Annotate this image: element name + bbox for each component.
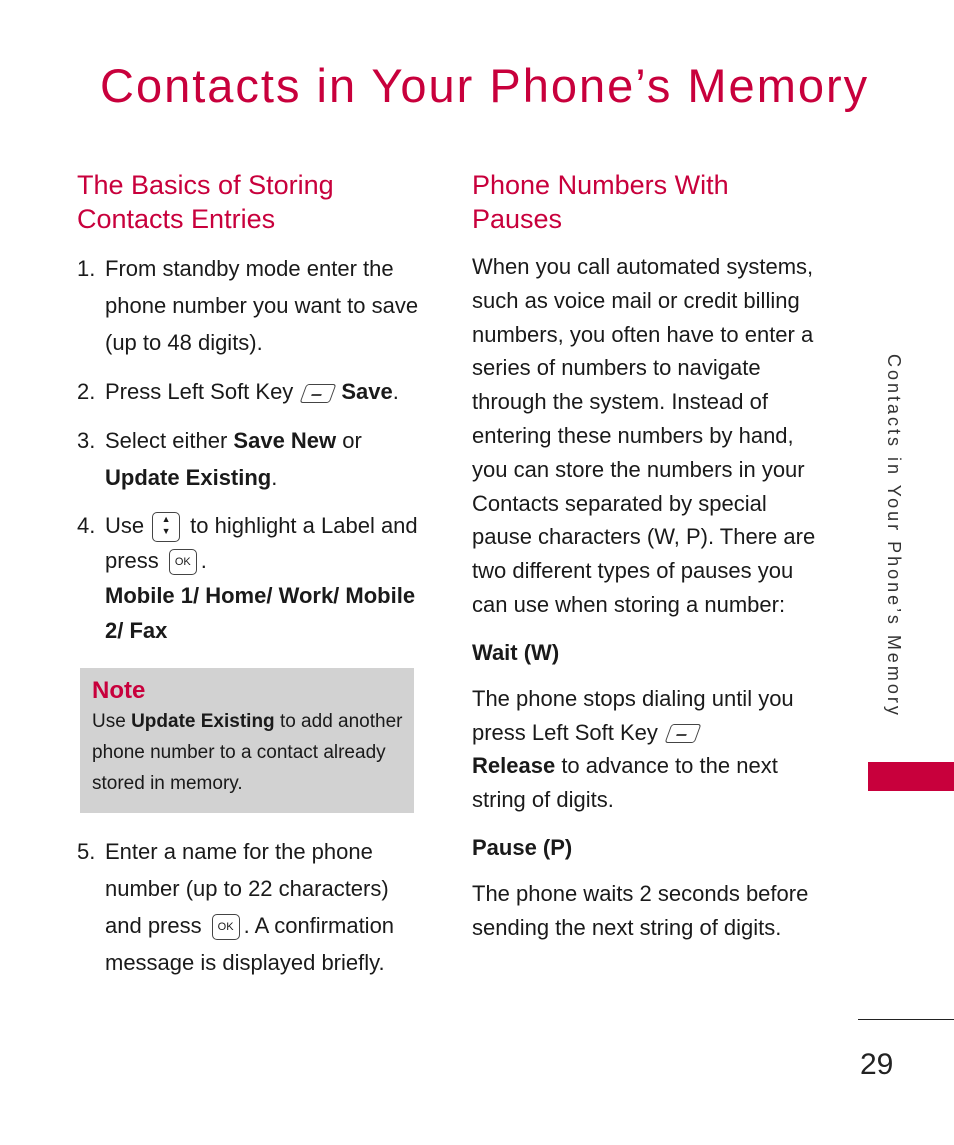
step-3: 3. Select either Save New or Update Existing. xyxy=(77,428,362,490)
right-column xyxy=(472,168,824,961)
pause-description: The phone waits 2 seconds before sending the next string of digits. xyxy=(472,880,809,940)
page-title: Contacts in Your Phone’s Memory xyxy=(100,59,870,112)
pause-heading: Pause (P) xyxy=(472,834,573,860)
footer-rule xyxy=(858,1019,954,1020)
ok-key-icon: OK xyxy=(212,914,240,940)
left-soft-key-icon xyxy=(664,724,701,743)
ok-key-icon: OK xyxy=(169,549,197,575)
left-column xyxy=(77,168,422,993)
page-number: 29 xyxy=(860,1048,894,1081)
step-4: 4. Use ▲ ▼ to highlight a Label and press OK . Mobile 1/ Home/ Work/ Mobile 2/ Fax xyxy=(77,513,418,643)
nav-up-down-icon: ▲ ▼ xyxy=(152,512,180,542)
step-5: 5. Enter a name for the phone number (up to 22 characters) and press OK . A confirmation message is displayed briefly. xyxy=(77,839,395,975)
section-heading-basics: The Basics of Storing Contacts Entries xyxy=(77,170,334,234)
note-title: Note xyxy=(92,677,146,704)
section-heading-pauses: Phone Numbers With Pauses xyxy=(472,170,729,234)
side-tab-label: Contacts in Your Phone’s Memory xyxy=(884,354,904,718)
step-2: 2. Press Left Soft Key Save. xyxy=(77,379,399,404)
left-soft-key-icon xyxy=(300,384,337,403)
wait-heading: Wait (W) xyxy=(472,639,560,665)
wait-description: The phone stops dialing until you press Left Soft Key Release to advance to the next string of digits. xyxy=(472,685,794,813)
step-1: 1. From standby mode enter the phone number you want to save (up to 48 digits). xyxy=(77,256,419,355)
side-tab-marker xyxy=(868,762,954,791)
note-box xyxy=(80,668,414,813)
pauses-intro: When you call automated systems, such as voice mail or credit billing numbers, you often have to enter a series of numbers to navigate through the system. Instead of entering these numbers by hand, you can store the numbers in your Contacts separated by special pause characters (W, P). There are two different types of pauses you can use when storing a number: xyxy=(472,254,816,617)
note-body: Use Update Existing to add another phone number to a contact already stored in memory. xyxy=(92,711,403,794)
